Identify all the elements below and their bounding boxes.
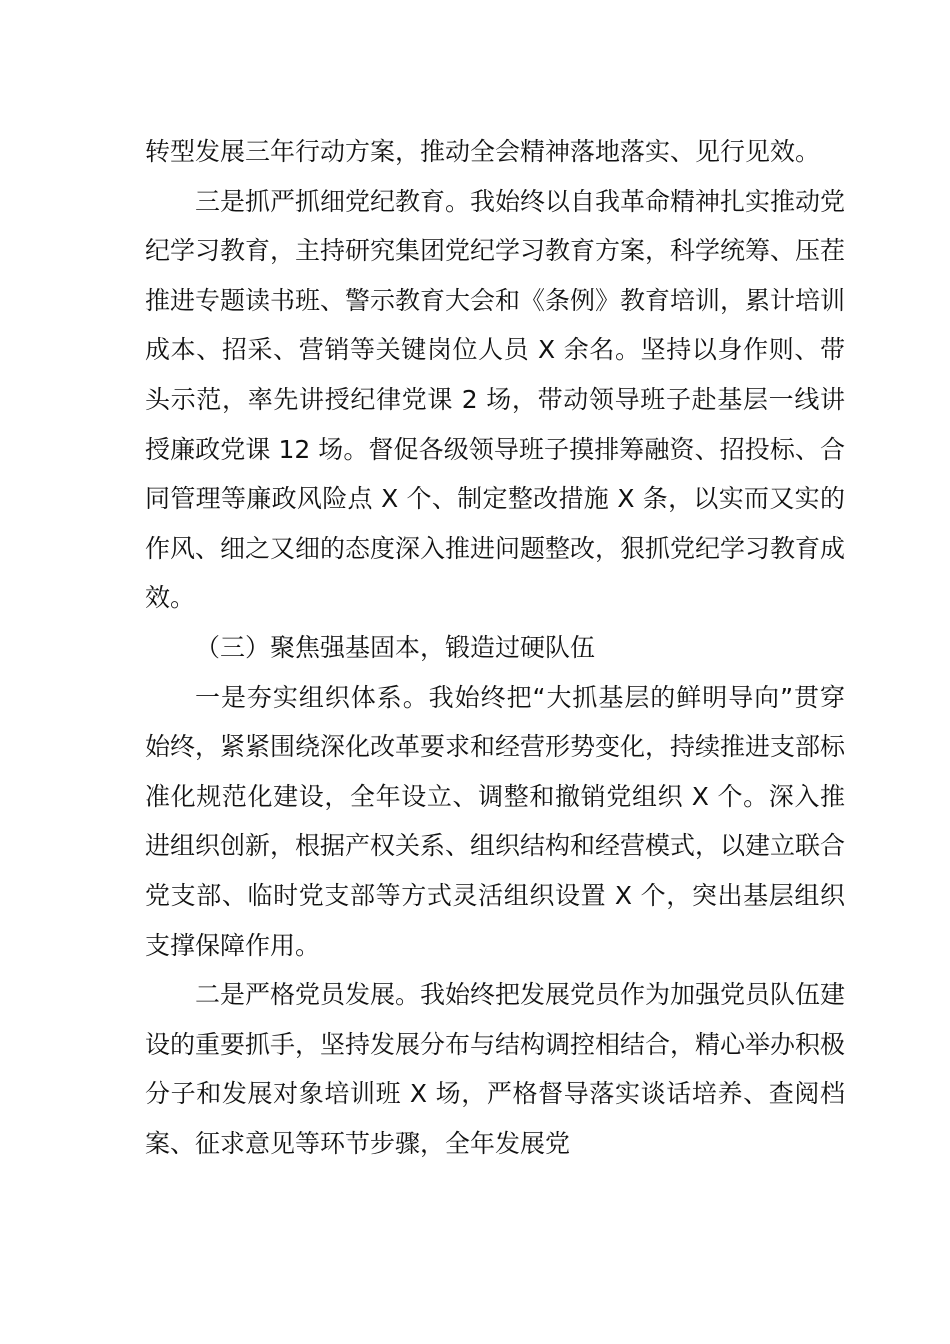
section-heading-three: （三）聚焦强基固本，锻造过硬队伍: [195, 632, 596, 662]
paragraph-organization-system: 一是夯实组织体系。我始终把“大抓基层的鲜明导向”贯穿始终，紧紧围绕深化改革要求和经营形势变化，持续推进支部标准化规范化建设，全年设立、调整和撤销党组织 X 个。深入推进组织创新，根据产权关系、组织结构和经营模式，以建立联合党支部、临时党支部等方式灵活组织设置 X 个，突出基层组织支撑保障作用。: [145, 682, 846, 960]
paragraph-continuation: 转型发展三年行动方案，推动全会精神落地落实、见行见效。: [145, 137, 821, 166]
paragraph-party-discipline-education: 三是抓严抓细党纪教育。我始终以自我革命精神扎实推动党纪学习教育，主持研究集团党纪学习教育方案，科学统筹、压茬推进专题读书班、警示教育大会和《条例》教育培训，累计培训成本、招采、营销等关键岗位人员 X 余名。坚持以身作则、带头示范，率先讲授纪律党课 2 场，带动领导班子赴基层一线讲授廉政党课 12 场。督促各级领导班子摸排筹融资、招投标、合同管理等廉政风险点 X 个、制定整改措施 X 条，以实而又实的作风、细之又细的态度深入推进问题整改，狠抓党纪学习教育成效。: [145, 186, 846, 613]
paragraph-member-development: 二是严格党员发展。我始终把发展党员作为加强党员队伍建设的重要抓手，坚持发展分布与结构调控相结合，精心举办积极分子和发展对象培训班 X 场，严格督导落实谈话培养、查阅档案、征求意见等环节步骤，全年发展党: [145, 980, 846, 1158]
document-page: [145, 127, 845, 1168]
